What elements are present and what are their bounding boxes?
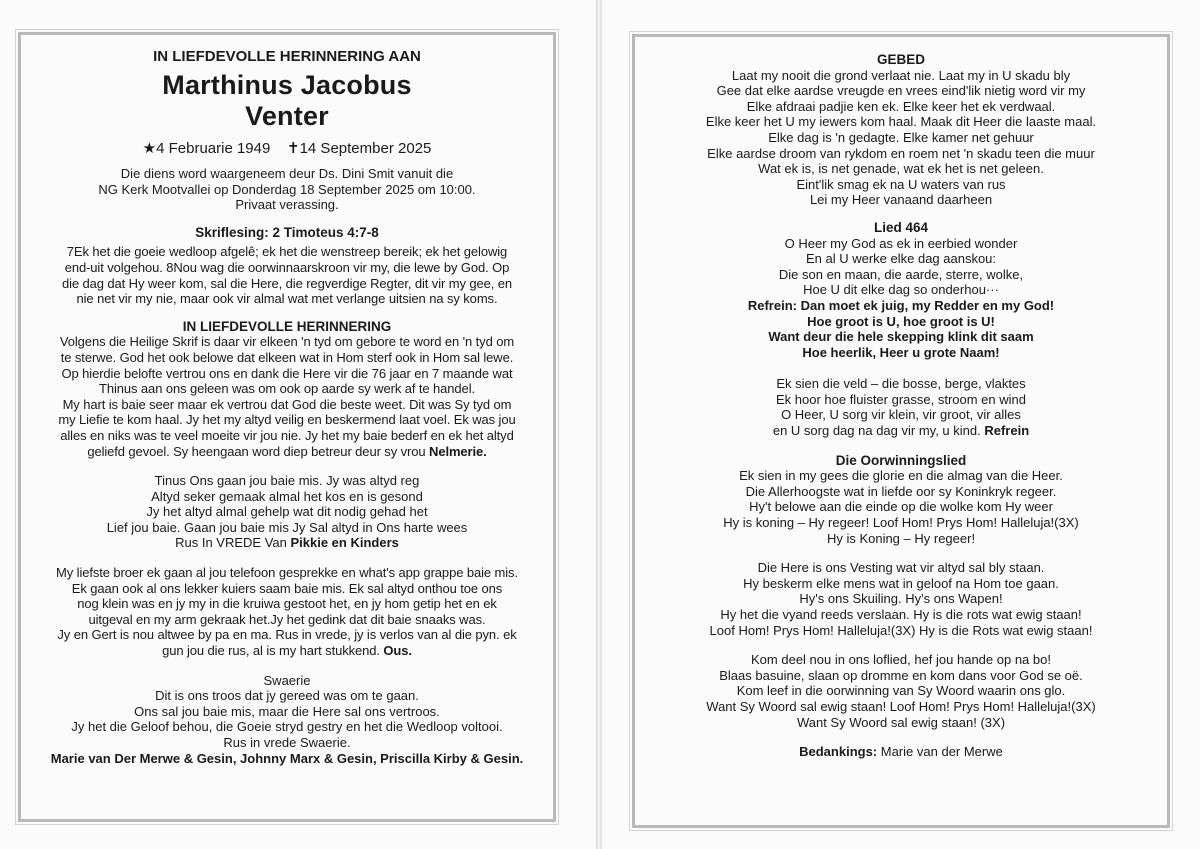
tribute-line: Rus in vrede Swaerie.	[223, 735, 351, 750]
victory-song-verse-1	[647, 468, 1155, 546]
prayer-line: Elke dag is 'n gedagte. Elke kamer net gehuur	[768, 129, 1034, 145]
scripture-line: die dag dat Hy weer kom, sal die Here, die regverdige Regter, dit vir my gee, en	[61, 275, 513, 291]
refrain-line: Want deur die hele skepping klink dit saam	[768, 329, 1034, 345]
song-line: Hy beskerm elke mens wat in geloof na Hom toe gaan.	[743, 575, 1059, 591]
acknowledgements-value: Marie van der Merwe	[877, 744, 1003, 760]
service-line: Privaat verassing.	[235, 197, 339, 213]
prayer-line: Wat ek is, is net genade, wat ek het is net geleen.	[758, 161, 1044, 177]
tribute-line: nog klein was en jy my in die kruiwa gestoot het, en jy hom getip het en ek	[77, 596, 497, 612]
hymn-verse-1	[647, 236, 1155, 298]
hymn-line	[647, 423, 1155, 439]
song-line: Want Sy Woord sal ewig staan! Loof Hom! Prys Hom! Halleluja!(3X)	[706, 698, 1096, 714]
tribute-line: Tinus Ons gaan jou baie mis. Jy was altyd reg	[154, 473, 420, 489]
scripture-text	[33, 244, 541, 306]
tribute-line: Jy het die Geloof behou, die Goeie stryd gestry en het die Wedloop voltooi.	[71, 719, 503, 735]
song-line: Kom deel nou in ons loflied, hef jou hande op na bo!	[751, 652, 1051, 668]
song-line: Loof Hom! Prys Hom! Halleluja!(3X) Hy is die Rots wat ewig staan!	[709, 622, 1093, 638]
song-line: Hy's ons Skuiling. Hy's ons Wapen!	[799, 591, 1003, 607]
tribute-line	[33, 643, 541, 659]
memory-line: alles en niks was te veel moeite vir jou nie. Jy het my baie bederf en ek het altyd	[60, 427, 514, 443]
tribute-last-text: gun jou die rus, al is my hart stukkend.	[162, 643, 384, 659]
song-line: Ek sien in my gees die glorie en die almag van die Heer.	[739, 468, 1063, 484]
scripture-line: nie net vir my nie, maar ook vir almal wat met verlange uitsien na sy koms.	[76, 291, 498, 307]
refrain-line: Hoe groot is U, hoe groot is U!	[807, 313, 995, 329]
right-page-content	[635, 37, 1167, 825]
refrain-line: Hoe heerlik, Heer u grote Naam!	[802, 344, 1000, 360]
tribute-line: Ons sal jou baie mis, maar die Here sal ons vertroos.	[134, 703, 440, 719]
acknowledgements-label: Bedankings:	[799, 744, 878, 760]
victory-song-verse-3	[647, 652, 1155, 730]
hymn-line: Ek sien die veld – die bosse, berge, vlaktes	[776, 376, 1026, 392]
memory-line: my Liefie te kom haal. Jy het my altyd veilig en beskermend laat voel. Ek was jou	[58, 412, 516, 428]
song-line: Want Sy Woord sal ewig staan! (3X)	[796, 714, 1006, 730]
tribute-line: Dit is ons troos dat jy gereed was om te gaan.	[155, 688, 419, 704]
tribute-line: uitgeval en my arm gekraak het.Jy het gedink dat dit baie snaaks was.	[88, 611, 486, 627]
prayer-line: Elke afdraai padjie ken ek. Elke keer het ek verdwaal.	[746, 98, 1056, 114]
hymn-verse-2	[647, 376, 1155, 438]
deceased-name-line1: Marthinus Jacobus	[162, 70, 412, 100]
refrain-line: Refrein: Dan moet ek juig, my Redder en my God!	[747, 297, 1055, 313]
song-line: Blaas basuine, slaan op dromme en kom dans voor God se oë.	[719, 667, 1083, 683]
tribute-signature: Ous.	[383, 643, 412, 659]
right-page	[602, 0, 1200, 849]
tribute-signature: Pikkie en Kinders	[290, 535, 399, 551]
prayer-line: Elke aardse droom van rykdom en roem net 'n skadu teen die muur	[707, 145, 1095, 161]
left-page-content	[21, 35, 553, 819]
memorial-header: IN LIEFDEVOLLE HERINNERING AAN	[153, 48, 421, 65]
song-line: Hy is Koning – Hy regeer!	[826, 530, 976, 546]
song-line: Die Here is ons Vesting wat vir altyd sal bly staan.	[757, 560, 1045, 576]
service-line: Die diens word waargeneem deur Ds. Dini Smit vanuit die	[120, 166, 454, 181]
service-details	[33, 166, 541, 213]
life-dates	[33, 140, 541, 158]
hymn-line: En al U werke elke dag aanskou:	[805, 251, 997, 267]
left-page	[0, 0, 596, 849]
hymn-refrain	[647, 298, 1155, 360]
hymn-line: Hoe U dit elke dag so onderhou···	[803, 282, 999, 298]
memory-line: Thinus aan ons geleen was om ook op aarde sy werk af te handel.	[99, 381, 475, 397]
acknowledgements	[647, 744, 1155, 760]
memory-line: My hart is baie seer maar ek vertrou dat God die beste weet. Dit was Sy tyd om	[62, 396, 512, 412]
birth-date: ★4 Februarie 1949	[142, 140, 271, 157]
tribute-line: Ek gaan ook al ons lekker kuiers saam baie mis. Ek sal altyd onthou toe ons	[71, 580, 503, 596]
memory-text	[33, 334, 541, 459]
tribute-line: Swaerie	[263, 672, 311, 688]
song-line: Kom leef in die oorwinning van Sy Woord waarin ons glo.	[736, 683, 1066, 699]
left-page-border	[18, 32, 556, 822]
song-line: Hy't belowe aan die einde op die wolke kom Hy weer	[749, 499, 1053, 515]
victory-song-verse-2	[647, 560, 1155, 638]
memory-line: te sterwe. God het ook belowe dat elkeen wat in Hom sterf ook in Hom sal lewe.	[60, 349, 514, 365]
tribute-line: Jy het altyd almal gehelp wat dit nodig gehad het	[146, 504, 428, 520]
scripture-line: 7Ek het die goeie wedloop afgelê; ek het die wenstreep bereik; ek het gelowig	[66, 244, 508, 260]
deceased-name-line2: Venter	[245, 101, 329, 131]
memory-line: Op hierdie belofte vertrou ons en dank die Here vir die 76 jaar en 7 maande wat	[61, 365, 513, 381]
right-page-border	[632, 34, 1170, 828]
memory-line	[33, 444, 541, 460]
prayer-line: Eint'lik smag ek na U waters van rus	[796, 176, 1006, 192]
scripture-line: end-uit volgehou. 8Nou wag die oorwinnaarskroon vir my, die lewe by God. Op	[64, 259, 510, 275]
song-line: Hy is koning – Hy regeer! Loof Hom! Prys Hom! Halleluja!(3X)	[723, 515, 1079, 531]
song-line: Die Allerhoogste wat in liefde oor sy Koninkryk regeer.	[745, 483, 1057, 499]
broer-tribute	[33, 565, 541, 659]
memory-line: Volgens die Heilige Skrif is daar vir elkeen 'n tyd om gebore te word en 'n tyd om	[59, 334, 515, 350]
swaerie-tribute	[33, 673, 541, 751]
hymn-line: O Heer my God as ek in eerbied wonder	[784, 235, 1018, 251]
prayer-line: Elke keer het U my iewers kom haal. Maak dit Heer die laaste maal.	[705, 114, 1097, 130]
memory-signature: Nelmerie.	[429, 443, 487, 459]
tribute-last-text: Rus In VREDE Van	[175, 535, 291, 551]
memory-last-text: geliefd gevoel. Sy heengaan word diep betreur deur sy vrou	[87, 443, 430, 459]
hymn-line: Ek hoor hoe fluister grasse, stroom en wind	[775, 391, 1026, 407]
tribute-line	[33, 535, 541, 551]
service-line: NG Kerk Mootvallei op Donderdag 18 September 2025 om 10:00.	[98, 181, 476, 197]
tribute-line: Jy en Gert is nou altwee by pa en ma. Rus in vrede, jy is verlos van al die pyn. ek	[57, 627, 517, 643]
tribute-line: Lief jou baie. Gaan jou baie mis Jy Sal altyd in Ons harte wees	[106, 519, 468, 535]
prayer-title: GEBED	[876, 52, 925, 67]
tribute-line: My liefste broer ek gaan al jou telefoon gesprekke en what's app grappe baie mis.	[56, 565, 518, 581]
song-line: Hy het die vyand reeds verslaan. Hy is die rots wat ewig staan!	[720, 607, 1082, 622]
refrain-cue: Refrein	[984, 423, 1030, 439]
hymn-last-text: en U sorg dag na dag vir my, u kind.	[772, 423, 985, 439]
hymn-line: Die son en maan, die aarde, sterre, wolke,	[778, 266, 1024, 282]
hymn-title: Lied 464	[873, 219, 929, 235]
prayer-line: Lei my Heer vanaand daarheen	[809, 192, 993, 208]
death-date: ✝14 September 2025	[287, 140, 432, 157]
prayer-text	[647, 68, 1155, 208]
prayer-line: Laat my nooit die grond verlaat nie. Laat my in U skadu bly	[731, 67, 1071, 83]
tinus-tribute	[33, 473, 541, 551]
victory-song-title: Die Oorwinningslied	[835, 452, 967, 468]
memory-title: IN LIEFDEVOLLE HERINNERING	[182, 318, 392, 334]
hymn-line: O Heer, U sorg vir klein, vir groot, vir alles	[781, 407, 1021, 423]
tribute-line: Altyd seker gemaak almal het kos en is gesond	[151, 488, 423, 504]
family-signoff: Marie van Der Merwe & Gesin, Johnny Marx & Gesin, Priscilla Kirby & Gesin.	[50, 750, 524, 766]
prayer-line: Gee dat elke aardse vreugde en vrees eind'lik nietig word vir my	[716, 83, 1086, 99]
scripture-title: Skriflesing: 2 Timoteus 4:7-8	[195, 224, 379, 240]
